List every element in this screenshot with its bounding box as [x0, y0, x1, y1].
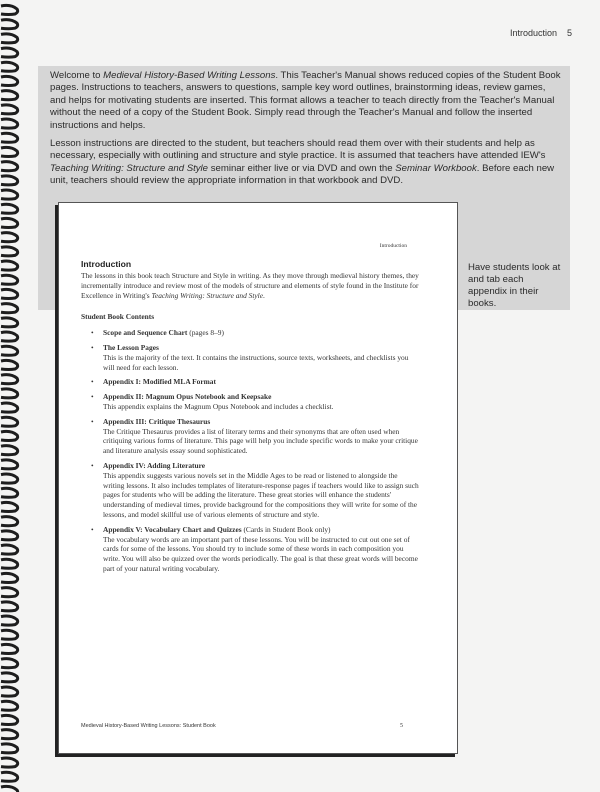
- intro-paragraph-1: Welcome to Medieval History-Based Writing Lessons. This Teacher's Manual shows reduced copies of the Student Book pages. Instructions to teachers, answers to questions, sample key word outlines, brainstorming ideas, review games, and helps for motivating students are inserted. This format allows a teacher to teach directly from the Teacher's Manual without the need of a copy of the Student Book. Simply read through the Teacher's Manual and follow the inserted instructions and helps.: [50, 70, 561, 131]
- spiral-coil: [1, 105, 18, 114]
- spiral-coil: [1, 133, 18, 142]
- spiral-coil: [1, 559, 18, 568]
- spiral-coil: [1, 403, 18, 412]
- spiral-coil: [1, 162, 18, 171]
- spiral-coil: [1, 744, 18, 753]
- spiral-coil: [1, 233, 18, 242]
- student-page-reduced: [58, 202, 458, 754]
- spiral-coil: [1, 360, 18, 369]
- student-page-title: Introduction: [81, 259, 132, 269]
- spiral-coil: [1, 488, 18, 497]
- spiral-coil: [1, 758, 18, 767]
- spiral-coil: [1, 48, 18, 57]
- spiral-coil: [1, 659, 18, 668]
- spiral-coil: [1, 204, 18, 213]
- spiral-coil: [1, 644, 18, 653]
- spiral-coil: [1, 389, 18, 398]
- spiral-coil: [1, 531, 18, 540]
- side-note-box: [458, 190, 570, 310]
- spiral-coil: [1, 474, 18, 483]
- spiral-coil: [1, 20, 18, 29]
- spiral-coil: [1, 502, 18, 511]
- student-page-footer: Medieval History-Based Writing Lessons: Student Book: [81, 723, 216, 729]
- spiral-coil: [1, 573, 18, 582]
- list-item: • Scope and Sequence Chart (pages 8–9): [91, 328, 224, 338]
- spiral-coil: [1, 446, 18, 455]
- student-page-body: [81, 271, 419, 579]
- spiral-coil: [1, 76, 18, 85]
- spiral-coil: [1, 34, 18, 43]
- spiral-coil: [1, 460, 18, 469]
- spiral-coil: [1, 417, 18, 426]
- header-page-number: 5: [566, 28, 572, 38]
- side-note-text: Have students look at and tab each appendix in their books.: [468, 262, 561, 309]
- spiral-coil: [1, 630, 18, 639]
- list-item: • Appendix II: Magnum Opus Notebook and Keepsake This appendix explains the Magnum Opus Notebook and includes a checklist.: [91, 392, 334, 411]
- spiral-coil: [1, 673, 18, 682]
- student-page-intro: The lessons in this book teach Structure and Style in writing. As they move through medieval history themes, they incrementally introduce and review most of the models of structure and elements of style found in the Institute for Excellence in Writing's Teaching Writing: Structure and Style.: [81, 271, 419, 300]
- list-item: • Appendix V: Vocabulary Chart and Quizzes (Cards in Student Book only) The vocabulary words are an important part of these lessons. You will be instructed to cut out one set of cards for some of the lessons. You should try to include some of these words in each composition you write. You will also be quizzed over the words periodically. The goal is that these great words will become part of your natural writing vocabulary.: [91, 524, 418, 573]
- spiral-coil: [1, 701, 18, 710]
- spiral-coil: [1, 545, 18, 554]
- spiral-coil: [1, 730, 18, 739]
- spiral-coil: [1, 616, 18, 625]
- spiral-coil: [1, 218, 18, 227]
- list-item: • Appendix IV: Adding Literature This appendix suggests various novels set in the Middle Ages to be read or listened to alongside the writing lessons. It also includes templates of literature-response pages if teachers would like to assign such pages for students who will be adding the literature. These great stories will enhance the students' understanding of medieval times, provide background for the compositions they will write for some of the lessons, and model skillful use of various elements of structure and style.: [91, 460, 419, 519]
- spiral-coil: [1, 247, 18, 256]
- contents-list: [81, 328, 419, 574]
- spiral-coil: [1, 346, 18, 355]
- spiral-coil: [1, 91, 18, 100]
- spiral-coil: [1, 431, 18, 440]
- spiral-coil: [1, 588, 18, 597]
- list-item: • Appendix I: Modified MLA Format: [91, 377, 216, 387]
- spiral-coil: [1, 261, 18, 270]
- contents-title: Student Book Contents: [81, 312, 155, 322]
- spiral-coil: [1, 147, 18, 156]
- spiral-coil: [1, 602, 18, 611]
- spiral-coil: [1, 304, 18, 313]
- spiral-coil: [1, 772, 18, 781]
- spiral-coil: [1, 176, 18, 185]
- spiral-coil: [1, 715, 18, 724]
- spiral-coil: [1, 786, 18, 792]
- spiral-coil: [1, 332, 18, 341]
- list-item: • Appendix III: Critique Thesaurus The Critique Thesaurus provides a list of literary terms and their synonyms that are often used when critiquing various forms of literature. This page will help you include specific words to make your critique and literature analysis essay sound sophisticated.: [91, 416, 418, 456]
- spiral-coil: [1, 517, 18, 526]
- page-header: [510, 28, 572, 38]
- spiral-coil: [1, 375, 18, 384]
- spiral-coil: [1, 5, 18, 14]
- list-item: • The Lesson Pages This is the majority of the text. It contains the instructions, source texts, worksheets, and checklists you will need for each lesson.: [91, 342, 409, 372]
- spiral-binding: [0, 0, 22, 792]
- spiral-coil: [1, 687, 18, 696]
- spiral-coil: [1, 62, 18, 71]
- intro-paragraph-2: Lesson instructions are directed to the student, but teachers should read them over with their students and help as necessary, especially with outlining and structure and style practice. It is assumed that teachers have attended IEW's Teaching Writing: Structure and Style seminar either live or via DVD and own the Seminar Workbook. Before each new unit, teachers should review the appropriate information in that workbook and DVD.: [50, 138, 555, 187]
- spiral-coil: [1, 289, 18, 298]
- spiral-coil: [1, 318, 18, 327]
- intro-text: [50, 70, 562, 194]
- student-page-header: Introduction: [379, 243, 407, 249]
- header-title: Introduction: [509, 28, 557, 38]
- spiral-coil: [1, 190, 18, 199]
- spiral-coil: [1, 119, 18, 128]
- student-page-number: 5: [400, 723, 403, 729]
- spiral-coil: [1, 275, 18, 284]
